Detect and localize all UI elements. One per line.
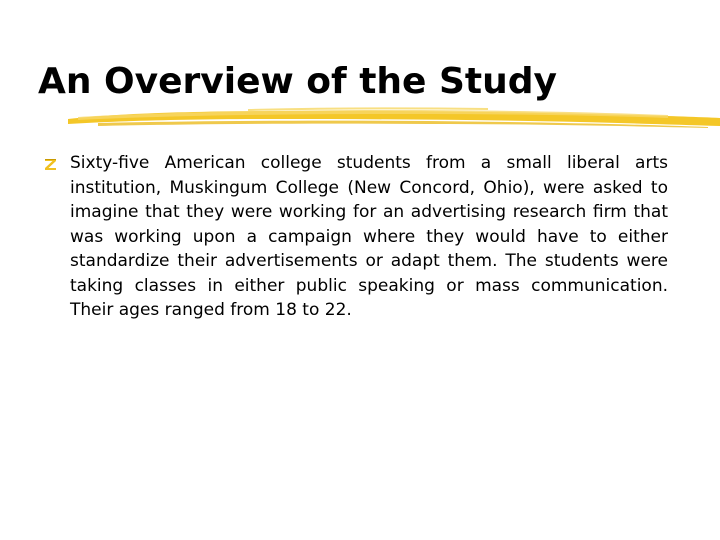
- slide-title: An Overview of the Study: [38, 61, 557, 102]
- bullet-item-study-overview: Sixty-five American college students from a small liberal arts institution, Muskingum College (New Concord, Ohio), were asked to imagine that they were working for an advertising research firm that was working upon a campaign where they would have to either standardize their advertisements or adapt them. The students were taking classes in either public speaking or mass communication. Their ages ranged from 18 to 22.: [70, 153, 668, 320]
- bullet-list: [44, 151, 668, 323]
- title-underline-brushstroke: [68, 102, 720, 132]
- z-bullet-icon: [44, 157, 58, 171]
